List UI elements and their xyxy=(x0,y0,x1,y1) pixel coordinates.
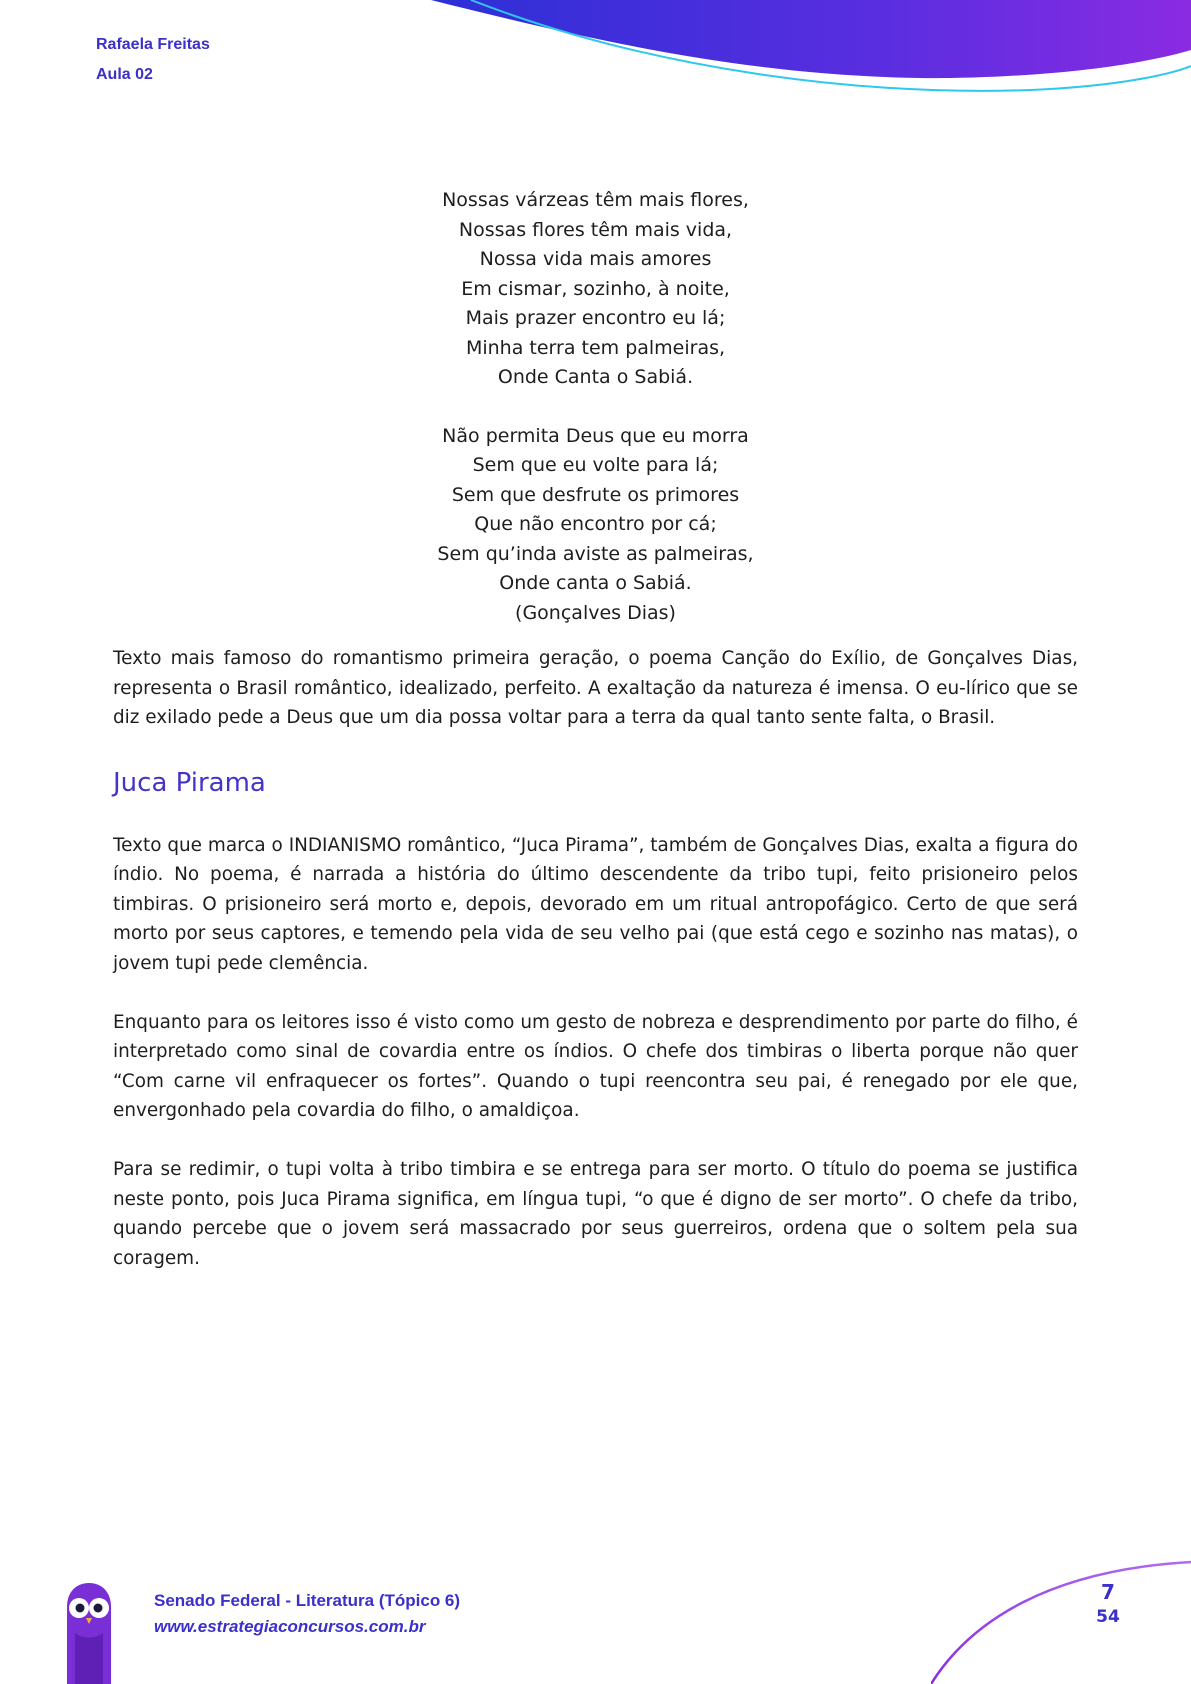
total-pages: 54 xyxy=(1096,1607,1120,1627)
poem-line: Nossas várzeas têm mais flores, xyxy=(442,189,749,211)
poem-stanza xyxy=(0,186,1191,393)
body-paragraph: Texto que marca o INDIANISMO romântico, “Juca Pirama”, também de Gonçalves Dias, exalta a figura do índio. No poema, é narrada a história do último descendente da tribo tupi, feito prisioneiro pelos timbiras. O prisioneiro será morto e, depois, devorado em um ritual antropofágico. Certo de que será morto por seus captores, e temendo pela vida de seu velho pai (que está cego e sozinho nas matas), o jovem tupi pede clemência. xyxy=(113,834,1078,974)
website-link[interactable]: www.estrategiaconcursos.com.br xyxy=(154,1617,426,1636)
current-page: 7 xyxy=(1101,1580,1115,1604)
poem-line: Que não encontro por cá; xyxy=(474,513,717,535)
poem-attribution: (Gonçalves Dias) xyxy=(515,601,676,624)
poem-line: Em cismar, sozinho, à noite, xyxy=(461,277,730,300)
poem-line: Sem que eu volte para lá; xyxy=(472,454,719,476)
footer-text xyxy=(154,1588,460,1640)
footer-wave-decoration xyxy=(931,1560,1191,1684)
body-paragraph: Enquanto para os leitores isso é visto como um gesto de nobreza e desprendimento por parte do filho, é interpretado como sinal de covardia entre os índios. O chefe dos timbiras o liberta porque não quer “Com carne vil enfraquecer os fortes”. Quando o tupi reencontra seu pai, é renegado por ele que, envergonhado pela covardia do filho, o amaldiçoa. xyxy=(113,1011,1078,1121)
page-number xyxy=(1090,1579,1126,1629)
body-paragraph: Para se redimir, o tupi volta à tribo timbira e se entrega para ser morto. O título do poema se justifica neste ponto, pois Juca Pirama significa, em língua tupi, “o que é digno de ser morto”. O chefe da tribo, quando percebe que o jovem será massacrado por seus guerreiros, ordena que o soltem pela sua coragem. xyxy=(113,1159,1078,1269)
poem-stanza xyxy=(0,422,1191,629)
lesson-label: Aula 02 xyxy=(96,66,153,83)
header-wave-decoration xyxy=(431,0,1191,110)
poem-line: Nossas flores têm mais vida, xyxy=(458,218,733,241)
poem-line: Não permita Deus que eu morra xyxy=(442,424,749,447)
header-meta xyxy=(96,30,210,90)
poem-line: Sem qu’inda aviste as palmeiras, xyxy=(437,542,754,565)
poem-line: Onde Canta o Sabiá. xyxy=(497,366,694,388)
course-title: Senado Federal - Literatura (Tópico 6) xyxy=(154,1591,461,1610)
poem-cancao-do-exilio xyxy=(0,186,1191,628)
poem-line: Minha terra tem palmeiras, xyxy=(465,336,726,359)
owl-logo-icon xyxy=(63,1581,115,1684)
section-title: Juca Pirama xyxy=(113,767,266,798)
poem-line: Onde canta o Sabiá. xyxy=(499,572,692,594)
poem-line: Sem que desfrute os primores xyxy=(451,483,740,506)
author-name: Rafaela Freitas xyxy=(96,36,210,53)
poem-line: Mais prazer encontro eu lá; xyxy=(465,307,726,329)
main-content xyxy=(113,644,1078,1273)
poem-line: Nossa vida mais amores xyxy=(479,248,712,270)
intro-paragraph: Texto mais famoso do romantismo primeira geração, o poema Canção do Exílio, de Gonçalves Dias, representa o Brasil romântico, idealizado, perfeito. A exaltação da natureza é imensa. O eu-lírico que se diz exilado pede a Deus que um dia possa voltar para a terra da qual tanto sente falta, o Brasil. xyxy=(113,648,1078,728)
